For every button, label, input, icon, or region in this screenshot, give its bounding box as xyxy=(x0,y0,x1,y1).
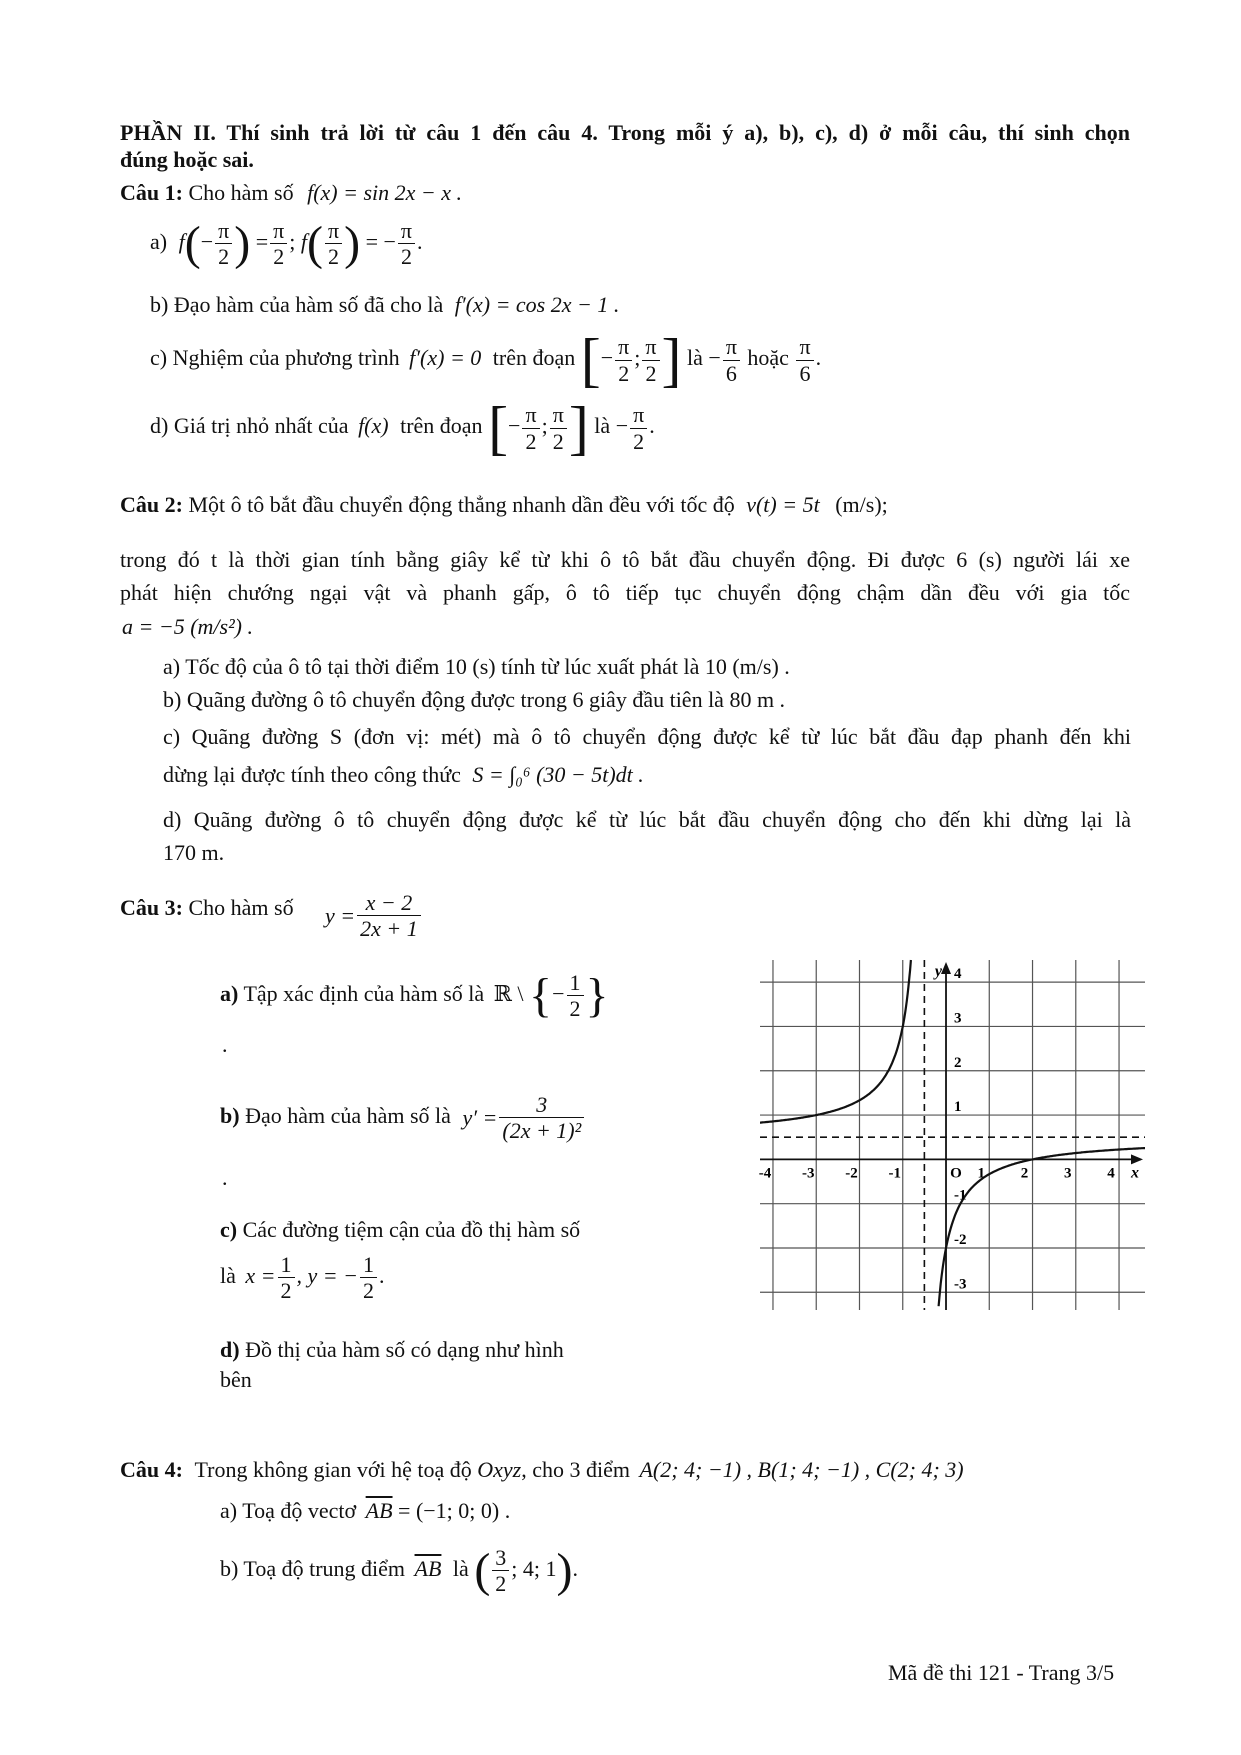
y-tick-label: -2 xyxy=(954,1231,967,1248)
q1-option-c: c) Nghiệm của phương trình f′(x) = 0 trên đoạn [− $\frac{\pi}{2}$ ; $\frac{\pi}{2}$ ] là − $\frac{\pi}{6}$ hoặc $\frac{\pi}{6}$ . xyxy=(150,327,822,393)
x-axis-arrow xyxy=(1131,1154,1143,1164)
y-tick-label: 3 xyxy=(954,1010,962,1027)
x-tick-label: 1 xyxy=(977,1165,986,1182)
q3-b-dot: . xyxy=(222,1165,228,1190)
q2-accel: a = −5 (m/s²) . xyxy=(122,614,254,639)
function-graph xyxy=(760,960,1145,1310)
x-tick-label: -1 xyxy=(888,1165,902,1182)
x-tick-label: 3 xyxy=(1064,1165,1072,1182)
q3-option-d2: bên xyxy=(220,1367,252,1392)
q2-option-d1: d) Quãng đường ô tô chuyển động được kể từ lúc bắt đầu chuyển động cho đến khi dừng lại là xyxy=(163,807,1131,832)
q2-option-d2: 170 m. xyxy=(163,840,225,865)
x-axis-label: x xyxy=(1131,1164,1139,1182)
q3-a-dot: . xyxy=(222,1032,228,1057)
q1-stem: Câu 1: Cho hàm số f(x) = sin 2x − x . xyxy=(120,180,463,205)
q1-option-a: a) f(− $\frac{\pi}{2}$ ) = $\frac{\pi}{2}$ ; f( $\frac{\pi}{2}$ ) = − $\frac{\pi}{2}$ . xyxy=(150,216,423,270)
q1-option-d: d) Giá trị nhỏ nhất của f(x) trên đoạn [− $\frac{\pi}{2}$ ; $\frac{\pi}{2}$ ] là − $\frac{\pi}{2}$ . xyxy=(150,395,655,461)
y-tick-label: 1 xyxy=(954,1099,962,1116)
part2-title-line1: PHẦN II. Thí sinh trả lời từ câu 1 đến câu 4. Trong mỗi ý a), b), c), d) ở mỗi câu, thí sinh chọn xyxy=(120,120,1130,145)
x-tick-label: 4 xyxy=(1107,1165,1115,1182)
q2-line2: trong đó t là thời gian tính bằng giây kể từ khi ô tô bắt đầu chuyển động. Đi được 6 (s) người lái xe xyxy=(120,547,1130,572)
q2-option-a: a) Tốc độ của ô tô tại thời điểm 10 (s) tính từ lúc xuất phát là 10 (m/s) . xyxy=(163,654,790,679)
q1-option-b: b) Đạo hàm của hàm số đã cho là f′(x) = cos 2x − 1 . xyxy=(150,292,620,317)
x-tick-label: O xyxy=(950,1165,962,1182)
q3-option-d1: d) Đồ thị của hàm số có dạng như hình xyxy=(220,1337,564,1362)
page-footer: Mã đề thi 121 - Trang 3/5 xyxy=(888,1660,1115,1685)
y-tick-label: 2 xyxy=(954,1054,962,1071)
y-tick-label: -1 xyxy=(954,1187,967,1204)
q2-option-b: b) Quãng đường ô tô chuyển động được trong 6 giây đầu tiên là 80 m . xyxy=(163,687,786,712)
q3-option-b: b) Đạo hàm của hàm số là y′ = $\frac{3}{\text{(2x + 1)²}}$ xyxy=(220,1092,586,1144)
q4-option-a: a) Toạ độ vectơ $\overline{AB} = (-1$; 0; 0) . xyxy=(220,1498,511,1523)
q2-stem: Câu 2: Một ô tô bắt đầu chuyển động thẳng nhanh dần đều với tốc độ v(t) = 5t (m/s); xyxy=(120,492,888,517)
y-tick-label: 4 xyxy=(954,966,962,983)
x-tick-label: 2 xyxy=(1020,1165,1029,1182)
y-axis-arrow xyxy=(941,962,951,974)
q3-option-a: a) Tập xác định của hàm số là ℝ \ {− $\frac{1}{2}$ } xyxy=(220,968,609,1022)
q4-stem: Câu 4: Trong không gian với hệ toạ độ Oxyz, cho 3 điểm A(2; 4; −1) , B(1; 4; −1) , C(2; 4; 3) xyxy=(120,1457,964,1482)
graph-left-branch xyxy=(760,960,911,1123)
x-tick-label: -2 xyxy=(845,1165,858,1182)
x-tick-label: -3 xyxy=(801,1165,815,1182)
q2-option-c2: dừng lại được tính theo công thức S = ∫₀⁶ (30 − 5t)dt . xyxy=(163,762,644,787)
y-axis-label: y xyxy=(934,963,943,980)
q3-option-c1: c) Các đường tiệm cận của đồ thị hàm số xyxy=(220,1217,581,1242)
y-tick-label: -3 xyxy=(954,1276,967,1293)
q2-line3: phát hiện chướng ngại vật và phanh gấp, ô tô tiếp tục chuyển động chậm dần đều với gia tốc xyxy=(120,580,1130,605)
q3-stem: Câu 3: Cho hàm số xyxy=(120,895,294,920)
q2-option-c1: c) Quãng đường S (đơn vị: mét) mà ô tô chuyển động được kể từ lúc bắt đầu đạp phanh đến khi xyxy=(163,724,1131,749)
q3-function: y = $\frac{x - 2}{2x + 1}$ xyxy=(325,890,423,942)
part2-title-line2: đúng hoặc sai. xyxy=(120,147,254,172)
x-tick-label: -4 xyxy=(758,1165,772,1182)
q3-option-c2: là x = $\frac{1}{2}$ , y = − $\frac{1}{2}$ . xyxy=(220,1252,385,1304)
q4-option-b: b) Toạ độ trung điểm $\overline{AB}$ là ( $\frac{3}{2}$ ; 4; 1). xyxy=(220,1543,579,1597)
